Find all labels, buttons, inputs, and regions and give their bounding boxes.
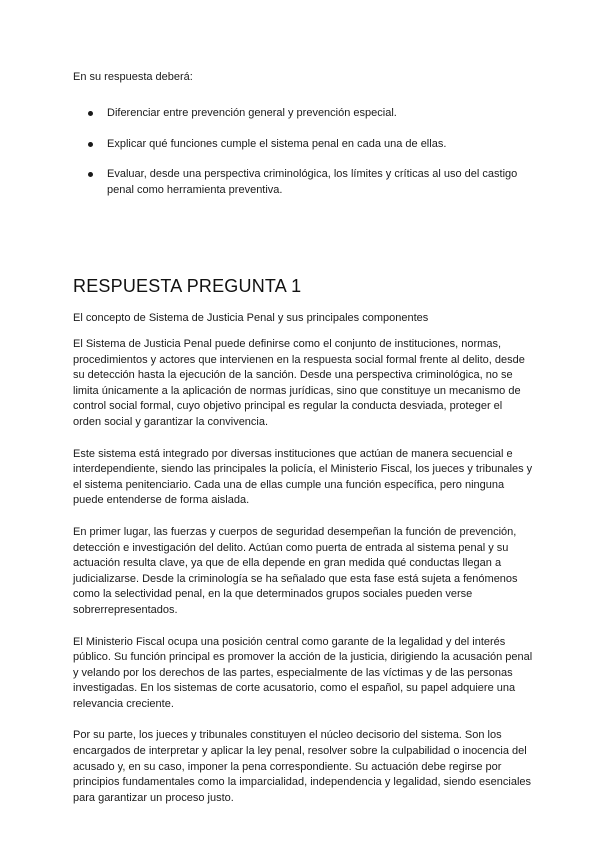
list-item-text: Explicar qué funciones cumple el sistema penal en cada una de ellas. — [107, 137, 447, 150]
list-item — [86, 167, 526, 198]
section-heading: RESPUESTA PREGUNTA 1 — [73, 276, 302, 296]
list-item-text: Diferenciar entre prevención general y prevención especial. — [107, 107, 397, 119]
bullet-icon — [88, 172, 93, 177]
paragraph: Por su parte, los jueces y tribunales constituyen el núcleo decisorio del sistema. Son los encargados de interpretar y aplicar la ley penal, resolver sobre la culpabilidad o inocencia del acusado y, en su caso, imponer la pena correspondiente. Su actuación debe regirse por principios fundamentales como la imparcialidad, independencia y legalidad, siendo esenciales para garantizar un proceso justo. — [73, 729, 532, 804]
paragraph: El Sistema de Justicia Penal puede definirse como el conjunto de instituciones, normas, procedimientos y actores que intervienen en la respuesta social formal frente al delito, desde su detección hasta la ejecución de la sanción. Desde una perspectiva criminológica, no se limita únicamente a la aplicación de normas jurídicas, sino que constituye un mecanismo de control social formal, cuyo objetivo principal es regular la conducta desviada, proteger el orden social y garantizar la convivencia. — [73, 338, 525, 428]
requirements-list — [86, 106, 526, 213]
paragraph: El Ministerio Fiscal ocupa una posición central como garante de la legalidad y del interés público. Su función principal es promover la acción de la justicia, dirigiendo la acusación penal y velando por los derechos de las partes, especialmente de las víctimas y de las personas investigadas. En los sistemas de corte acusatorio, como el español, su papel adquiere una relevancia creciente. — [73, 635, 533, 710]
section-subtitle: El concepto de Sistema de Justicia Penal y sus principales componentes — [73, 312, 429, 324]
bullet-icon — [88, 142, 93, 147]
paragraph: Este sistema está integrado por diversas instituciones que actúan de manera secuencial e interdependiente, siendo las principales la policía, el Ministerio Fiscal, los jueces y tribunales y el sistema penitenciario. Cada una de ellas cumple una función específica, pero ninguna puede entenderse de forma aislada. — [73, 447, 533, 507]
paragraph: En primer lugar, las fuerzas y cuerpos de seguridad desempeñan la función de prevención, detección e investigación del delito. Actúan como puerta de entrada al sistema penal y su actuación resulta clave, ya que de ella depende en gran medida qué conductas llegan a judicializarse. Desde la criminología se ha señalado que esta fase está sujeta a fenómenos como la selectividad penal, en la que determinados grupos sociales pueden verse sobrerrepresentados. — [73, 525, 518, 616]
body-text — [73, 337, 533, 822]
bullet-icon — [88, 111, 93, 116]
list-item — [86, 106, 526, 122]
intro-text: En su respuesta deberá: — [73, 71, 193, 83]
list-item — [86, 137, 526, 153]
list-item-text: Evaluar, desde una perspectiva criminológica, los límites y críticas al uso del castigo penal como herramienta preventiva. — [107, 168, 518, 196]
